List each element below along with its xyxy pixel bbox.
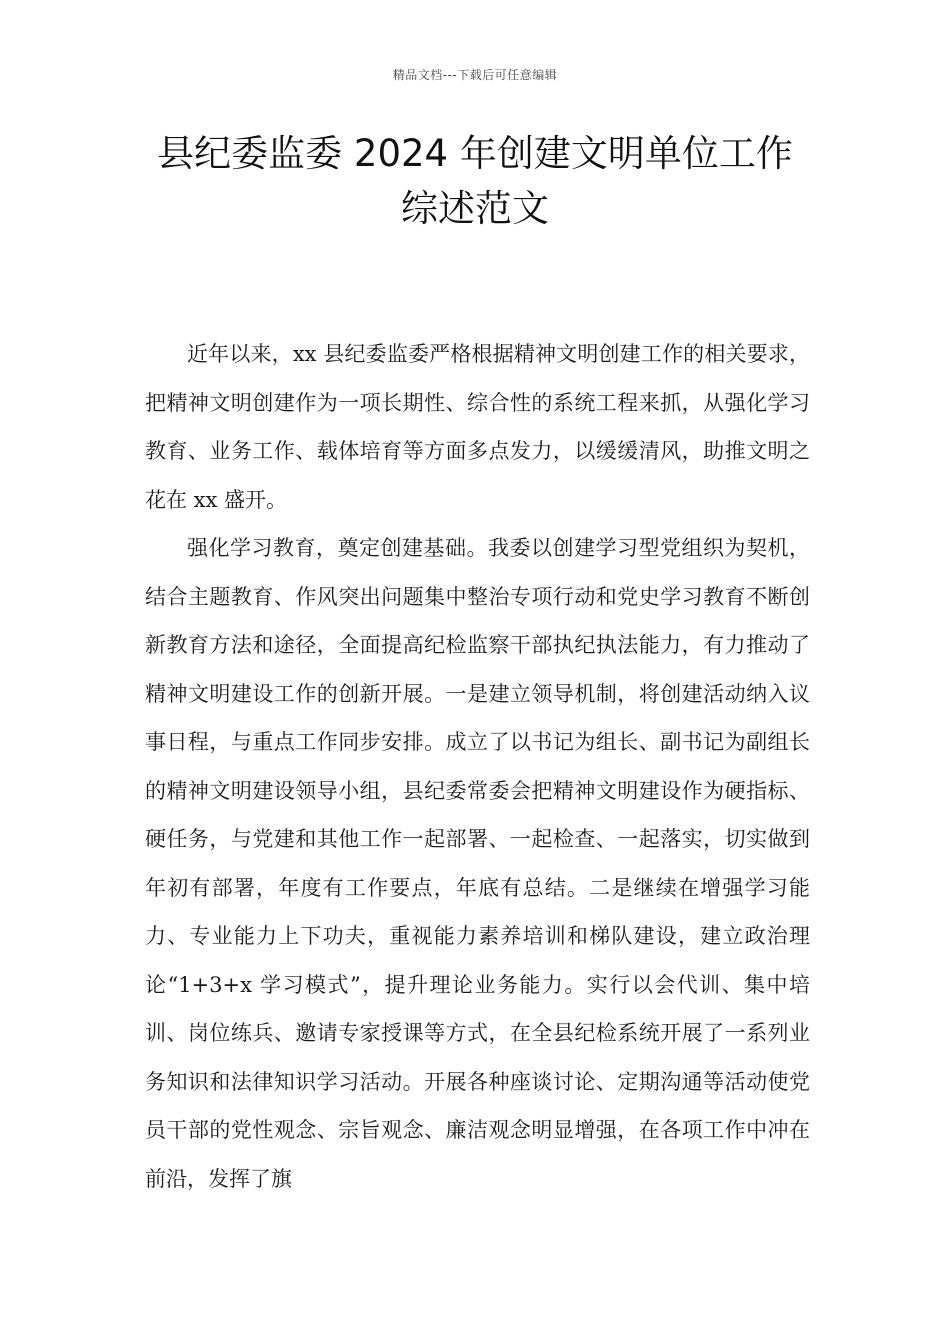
paragraph-learning-education: 强化学习教育，奠定创建基础。我委以创建学习型党组织为契机，结合主题教育、作风突出问题集中整治专项行动和党史学习教育不断创新教育方法和途径，全面提高纪检监察干部执纪执法能力，有力推动了精神文明建设工作的创新开展。一是建立领导机制，将创建活动纳入议事日程，与重点工作同步安排。成立了以书记为组长、副书记为副组长的精神文明建设领导小组，县纪委常委会把精神文明建设作为硬指标、硬任务，与党建和其他工作一起部署、一起检查、一起落实，切实做到年初有部署，年度有工作要点，年底有总结。二是继续在增强学习能力、专业能力上下功夫，重视能力素养培训和梯队建设，建立政治理论“1+3+x 学习模式”，提升理论业务能力。实行以会代训、集中培训、岗位练兵、邀请专家授课等方式，在全县纪检系统开展了一系列业务知识和法律知识学习活动。开展各种座谈讨论、定期沟通等活动使党员干部的党性观念、宗旨观念、廉洁观念明显增强，在各项工作中冲在前沿，发挥了旗 [145,536,810,1191]
document-title-line-1: 县纪委监委 2024 年创建文明单位工作 [157,132,793,175]
document-body [145,330,810,1203]
document-title [90,126,860,236]
page-header-note: 精品文档---下载后可任意编辑 [392,68,558,82]
paragraph-intro: 近年以来，xx 县纪委监委严格根据精神文明创建工作的相关要求，把精神文明创建作为一项长期性、综合性的系统工程来抓，从强化学习教育、业务工作、载体培育等方面多点发力，以缓缓清风，助推文明之花在 xx 盛开。 [145,342,810,512]
document-title-line-2: 综述范文 [401,187,549,230]
